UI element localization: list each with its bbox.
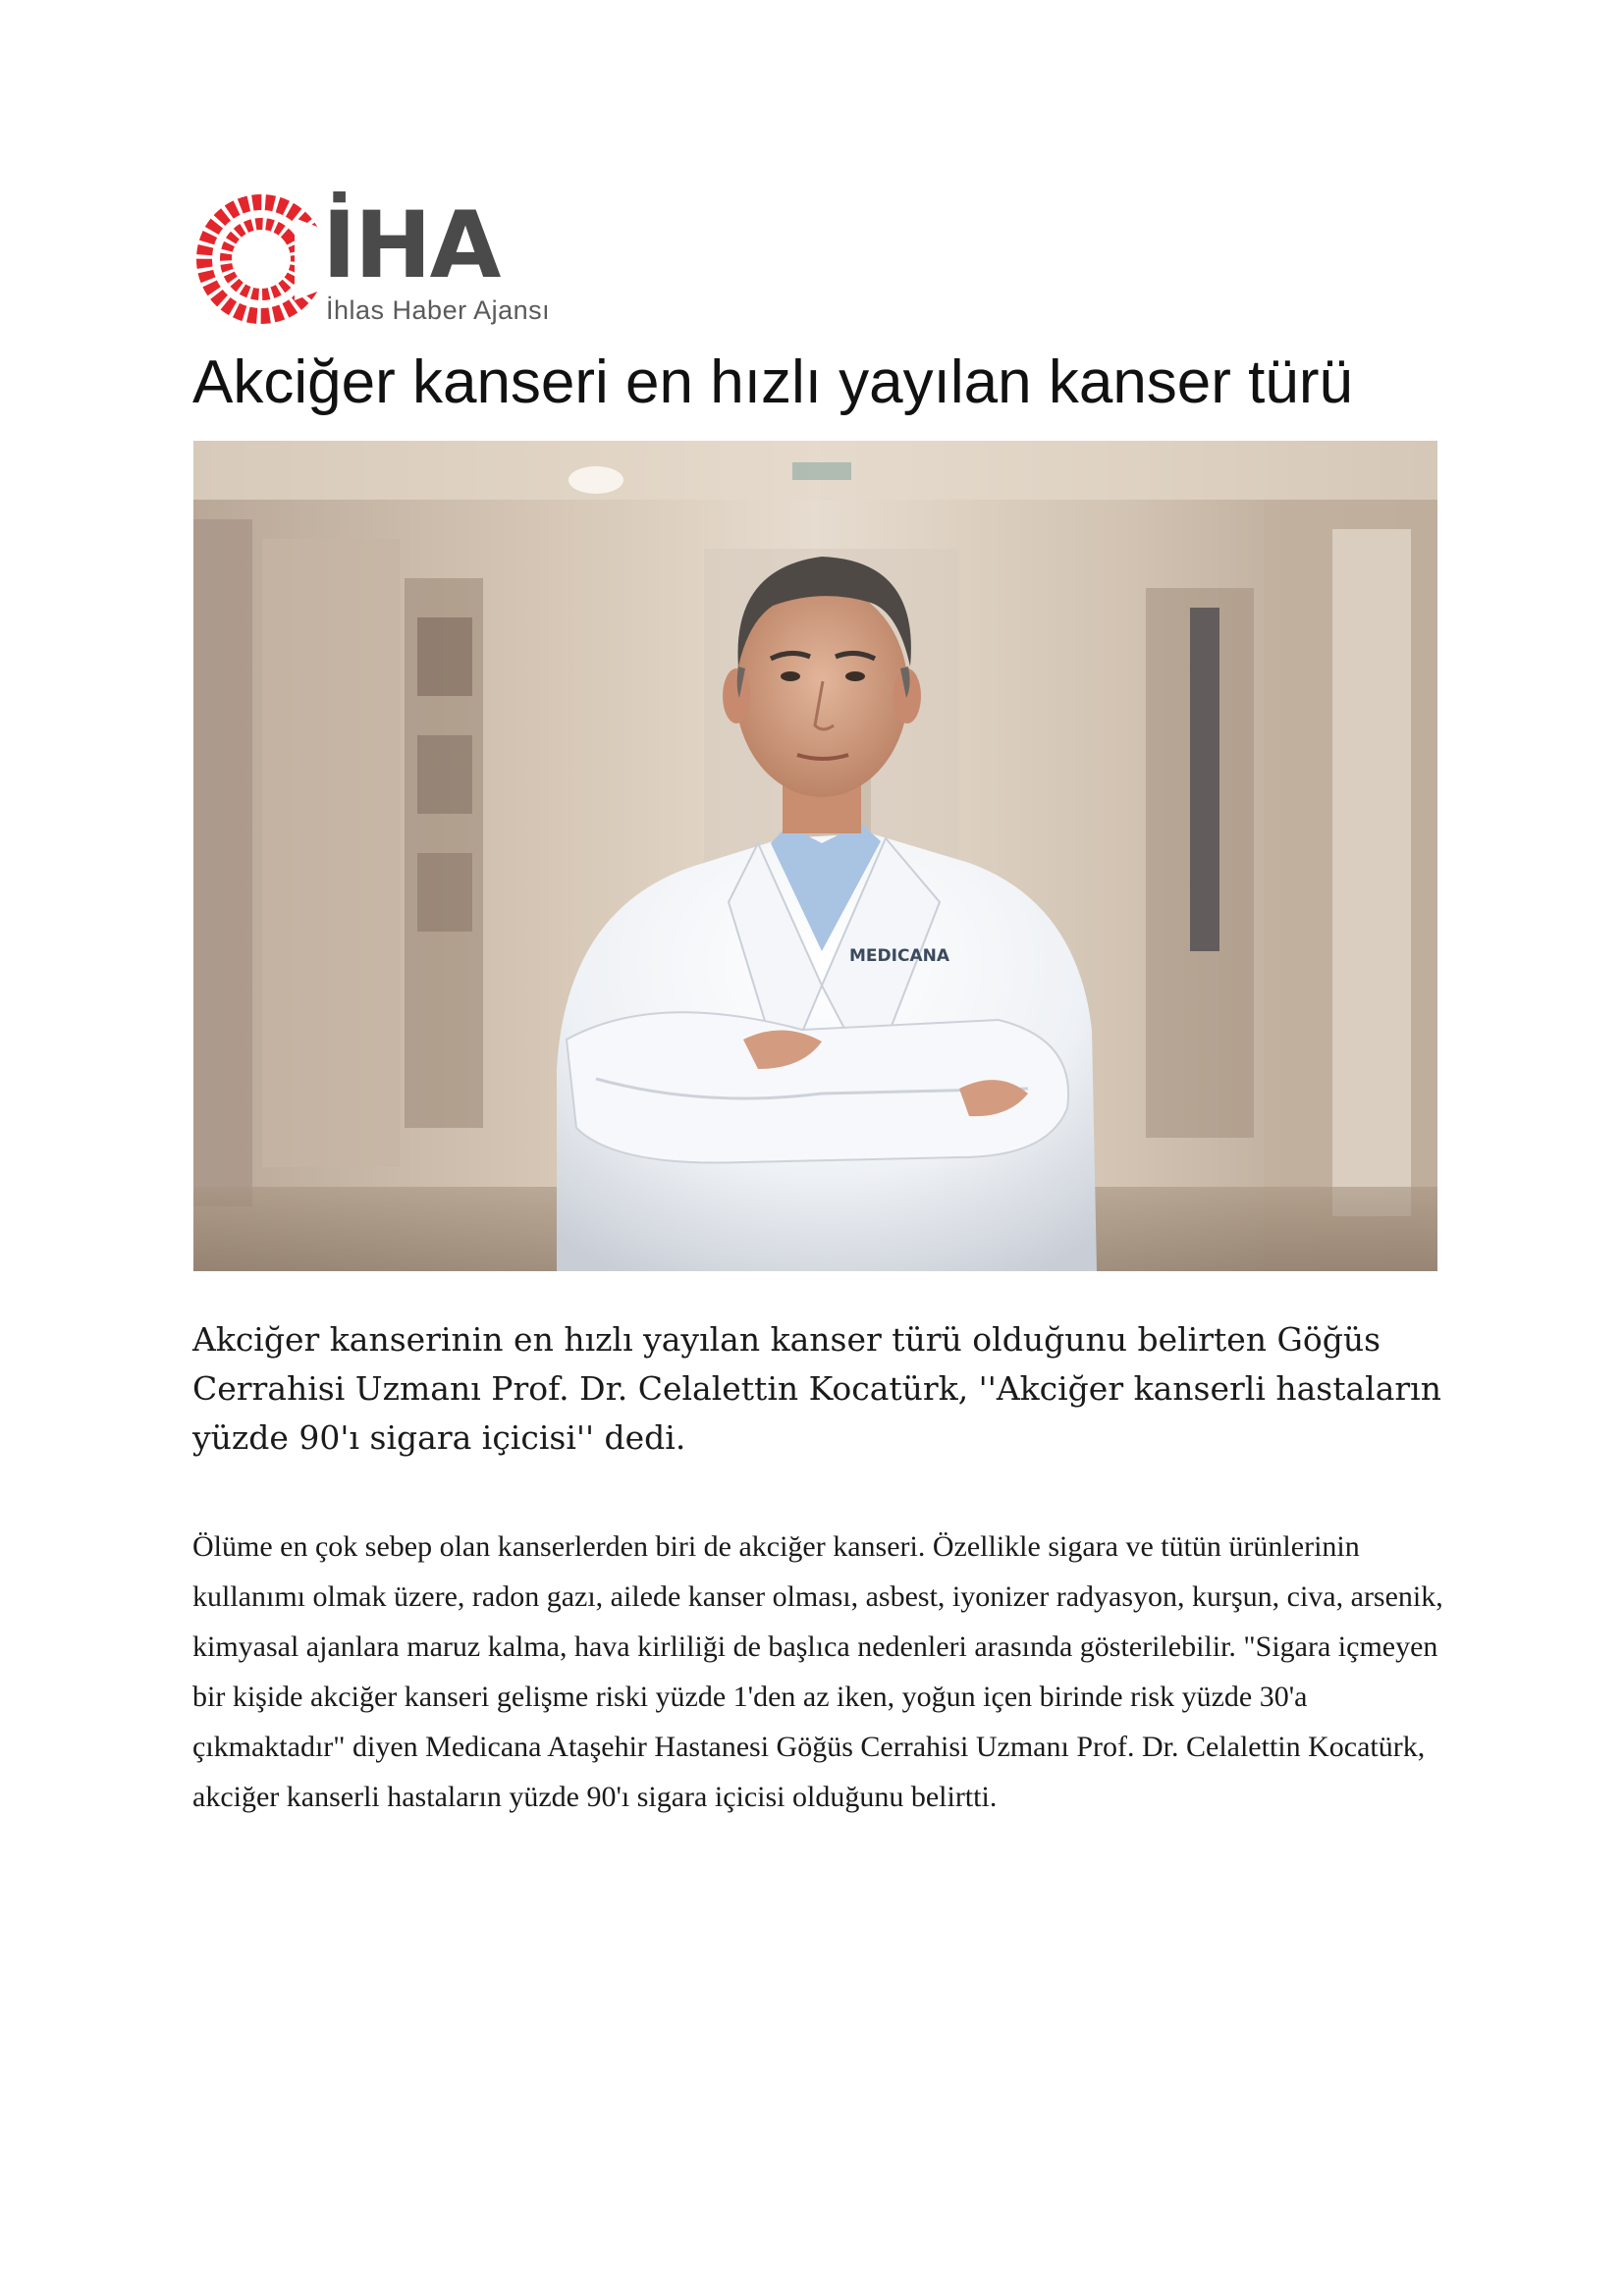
- logo-letters: İHA: [322, 192, 500, 299]
- iha-logo-mark-icon: [192, 188, 330, 326]
- article-body: Ölüme en çok sebep olan kanserlerden biri de akciğer kanseri. Özellikle sigara ve tütün ürünlerinin kullanımı olmak üzere, radon gazı, ailede kanser olması, asbest, iyonizer radyasyon, kurşun, civa, arsenik, kimyasal ajanlara maruz kalma, hava kirliliği de başlıca nedenleri arasında gösterilebilir. "Sigara içmeyen bir kişide akciğer kanseri gelişme riski yüzde 1'den az iken, yoğun içen birinde risk yüzde 30'a çıkmaktadır" diyen Medicana Ataşehir Hastanesi Göğüs Cerrahisi Uzmanı Prof. Dr. Celalettin Kocatürk, akciğer kanserli hastaların yüzde 90'ı sigara içicisi olduğunu belirtti.: [192, 1530, 1443, 1813]
- coat-badge-text: MEDICANA: [849, 946, 949, 966]
- article-photo: [193, 441, 1437, 1271]
- doctor-portrait-image: [193, 441, 1437, 1271]
- article-headline: Akciğer kanseri en hızlı yayılan kanser türü: [192, 348, 1353, 416]
- iha-logo: [192, 188, 566, 336]
- article-lead: Akciğer kanserinin en hızlı yayılan kanser türü olduğunu belirten Göğüs Cerrahisi Uzmanı Prof. Dr. Celalettin Kocatürk, ''Akciğer kanserli hastaların yüzde 90'ı sigara içicisi'' dedi.: [192, 1320, 1441, 1457]
- logo-subtitle: İhlas Haber Ajansı: [326, 295, 551, 325]
